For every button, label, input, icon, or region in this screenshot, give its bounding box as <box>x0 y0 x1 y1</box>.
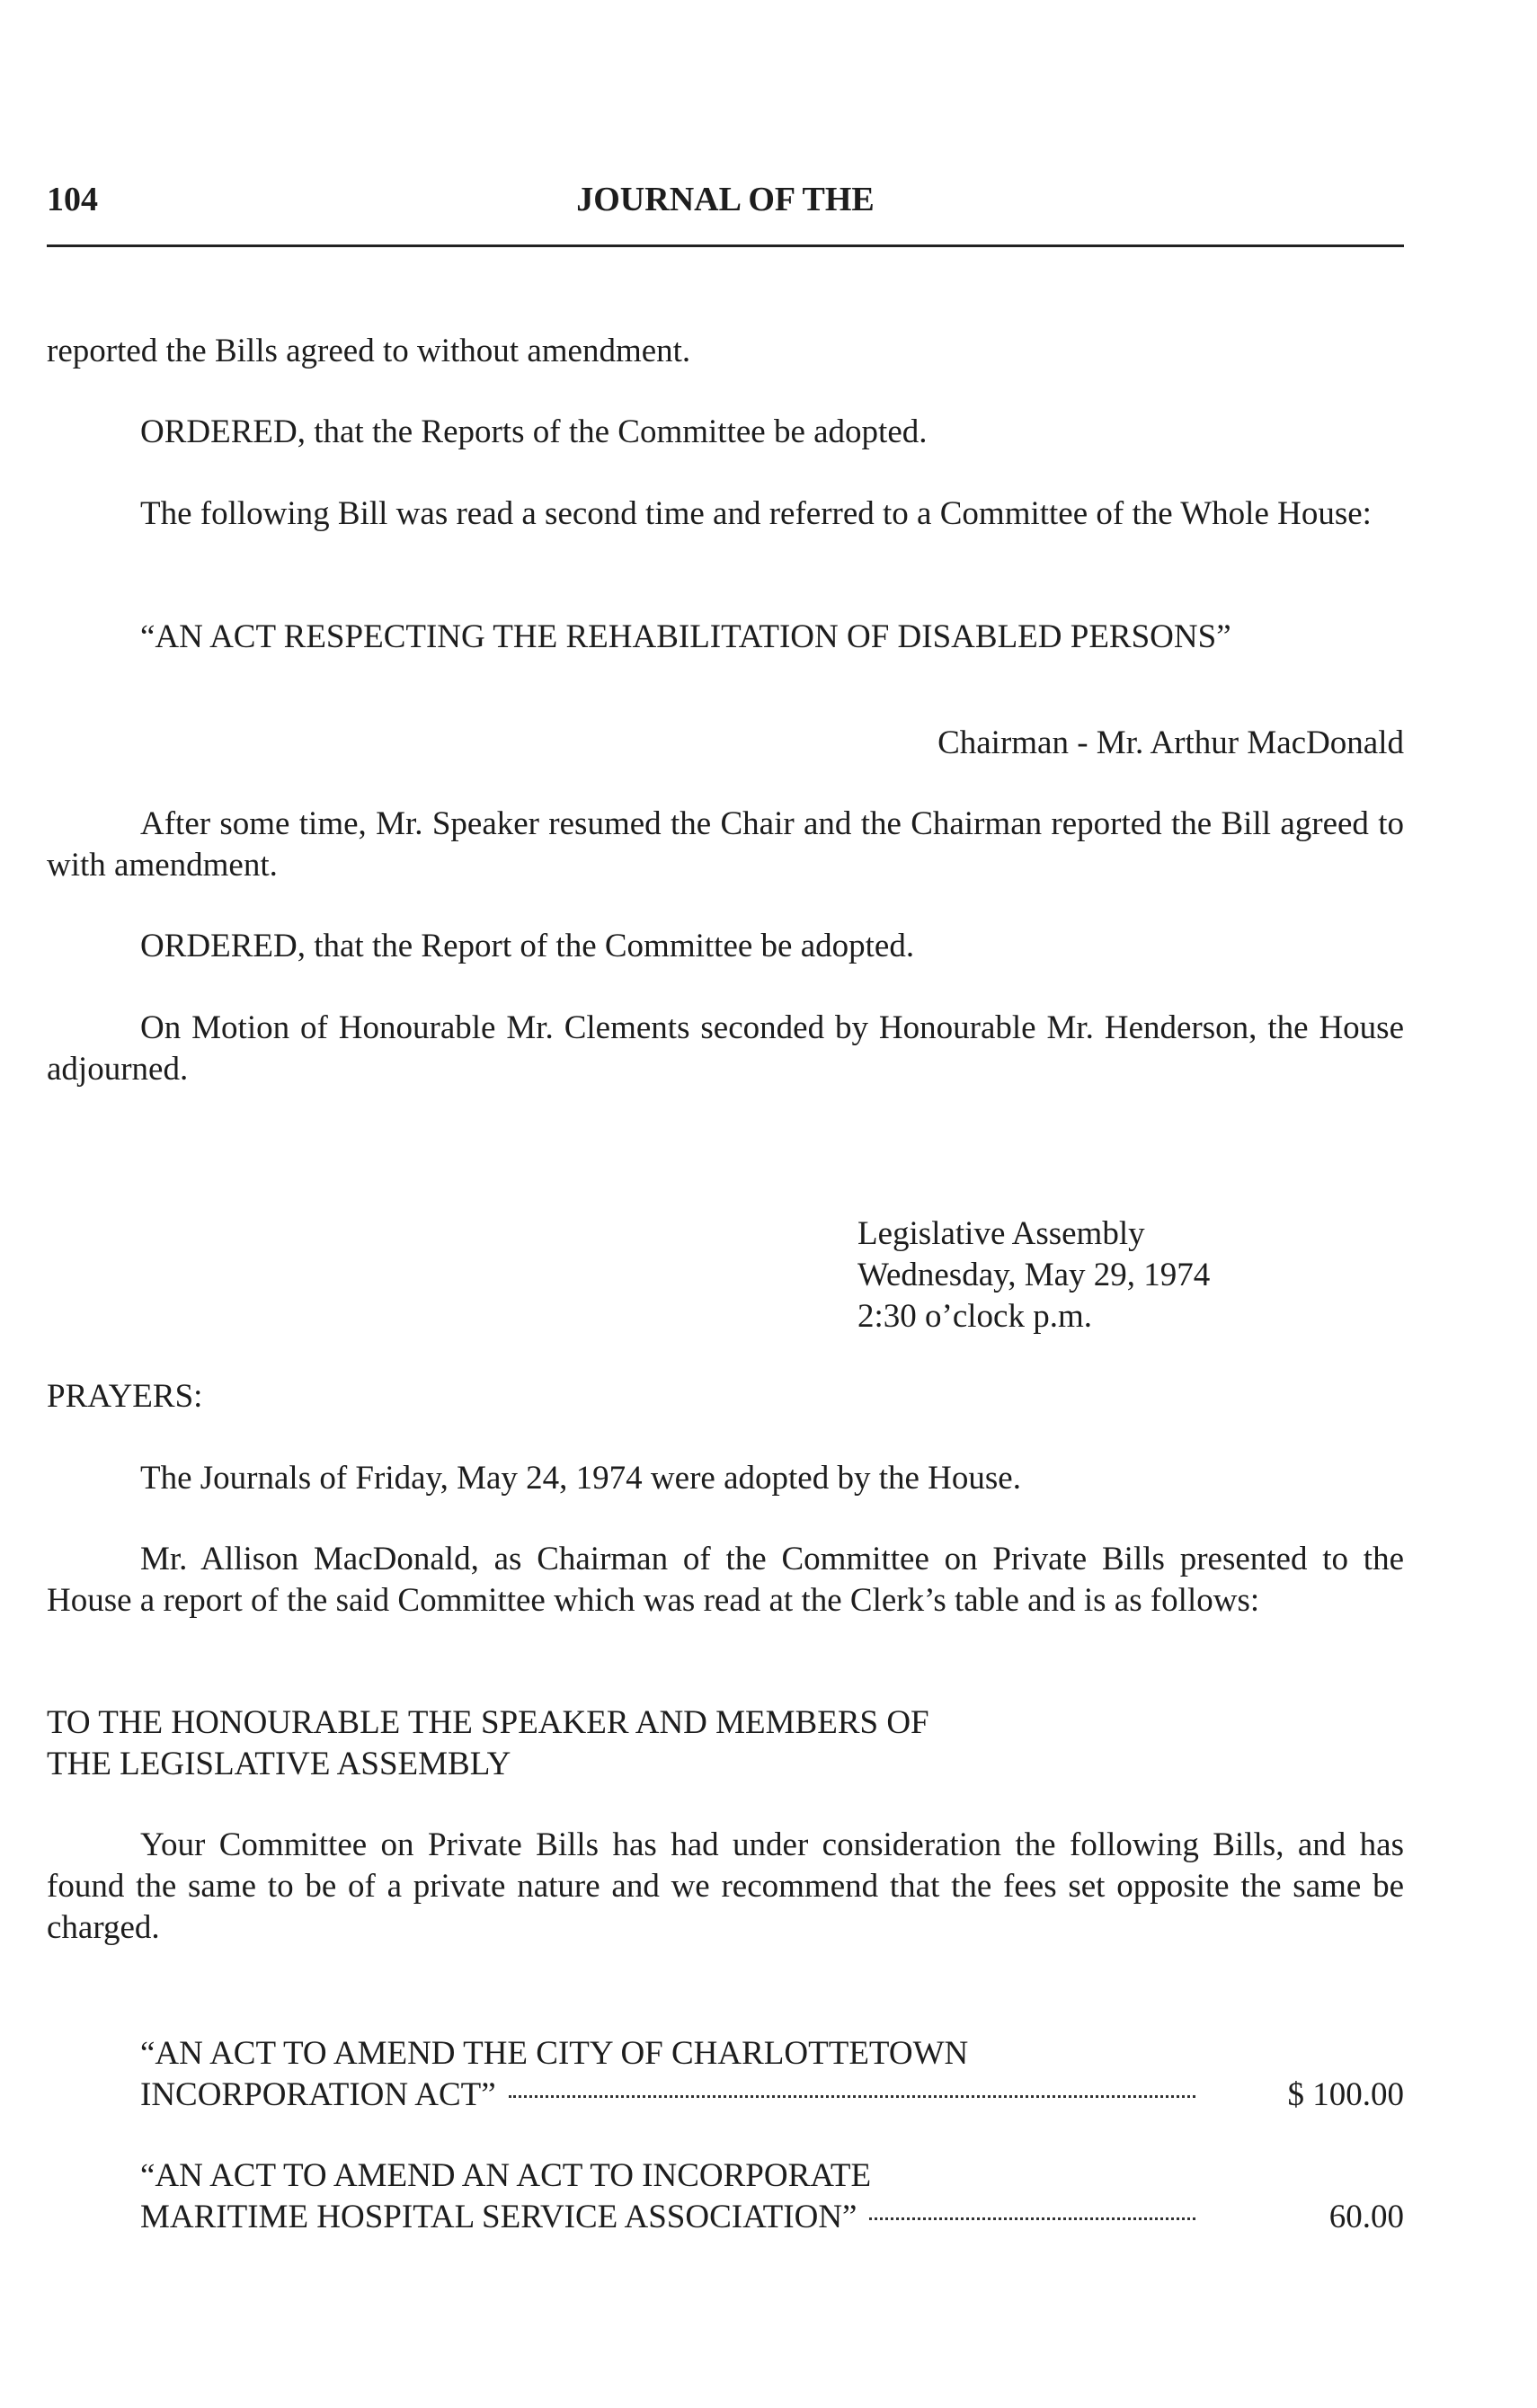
fee-amount: $ 100.00 <box>1287 2076 1404 2113</box>
sitting-body: Legislative Assembly <box>857 1215 1145 1252</box>
paragraph-journals-adopted: The Journals of Friday, May 24, 1974 were adopted by the House. <box>140 1460 1021 1497</box>
paragraph-reports-ordered: ORDERED, that the Reports of the Committee be adopted. <box>140 413 928 450</box>
sitting-date: Wednesday, May 29, 1974 <box>857 1257 1211 1293</box>
bill-title: “AN ACT RESPECTING THE REHABILITATION OF DISABLED PERSONS” <box>140 618 1231 655</box>
paragraph-second-reading: The following Bill was read a second time and referred to a Committee of the Whole House: <box>140 495 1372 532</box>
fee-item <box>140 2033 1404 2116</box>
sitting-time: 2:30 o’clock p.m. <box>857 1298 1093 1335</box>
paragraph-adjourned: On Motion of Honourable Mr. Clements seconded by Honourable Mr. Henderson, the House adjourned. <box>47 1009 1404 1088</box>
report-address-line: THE LEGISLATIVE ASSEMBLY <box>47 1746 511 1782</box>
running-header <box>47 180 1404 225</box>
report-address <box>47 1702 1404 1785</box>
sitting-heading <box>857 1213 1404 1337</box>
paragraph-report-ordered: ORDERED, that the Report of the Committee be adopted. <box>140 928 915 964</box>
page-number: 104 <box>47 181 98 218</box>
committee-chairman: Chairman - Mr. Arthur MacDonald <box>937 724 1404 761</box>
report-address-line: TO THE HONOURABLE THE SPEAKER AND MEMBERS OF <box>47 1704 929 1741</box>
journal-title: JOURNAL OF THE <box>576 181 875 218</box>
paragraph-speaker-resumed: After some time, Mr. Speaker resumed the Chair and the Chairman reported the Bill agreed to with amendment. <box>47 805 1404 884</box>
prayers-heading: PRAYERS: <box>47 1378 203 1415</box>
fee-bill-title-line: “AN ACT TO AMEND THE CITY OF CHARLOTTETOWN <box>140 2035 969 2072</box>
header-rule <box>47 244 1404 247</box>
fee-amount: 60.00 <box>1328 2199 1404 2235</box>
paragraph-bills-reported: reported the Bills agreed to without amendment. <box>47 333 691 369</box>
fee-item <box>140 2155 1404 2238</box>
journal-page <box>47 0 1404 2408</box>
paragraph-committee-report: Your Committee on Private Bills has had under consideration the following Bills, and has found the same to be of a private nature and we recommend that the fees set opposite the same be charged. <box>47 1826 1404 1946</box>
fee-bill-title-line: INCORPORATION ACT” <box>140 2076 496 2113</box>
paragraph-private-bills-report: Mr. Allison MacDonald, as Chairman of the Committee on Private Bills presented to the House a report of the said Committee which was read at the Clerk’s table and is as follows: <box>47 1541 1404 1619</box>
dot-leader <box>869 2217 1195 2220</box>
fee-bill-title-line: MARITIME HOSPITAL SERVICE ASSOCIATION” <box>140 2199 857 2235</box>
fee-bill-title-line: “AN ACT TO AMEND AN ACT TO INCORPORATE <box>140 2157 872 2194</box>
dot-leader <box>509 2095 1195 2098</box>
